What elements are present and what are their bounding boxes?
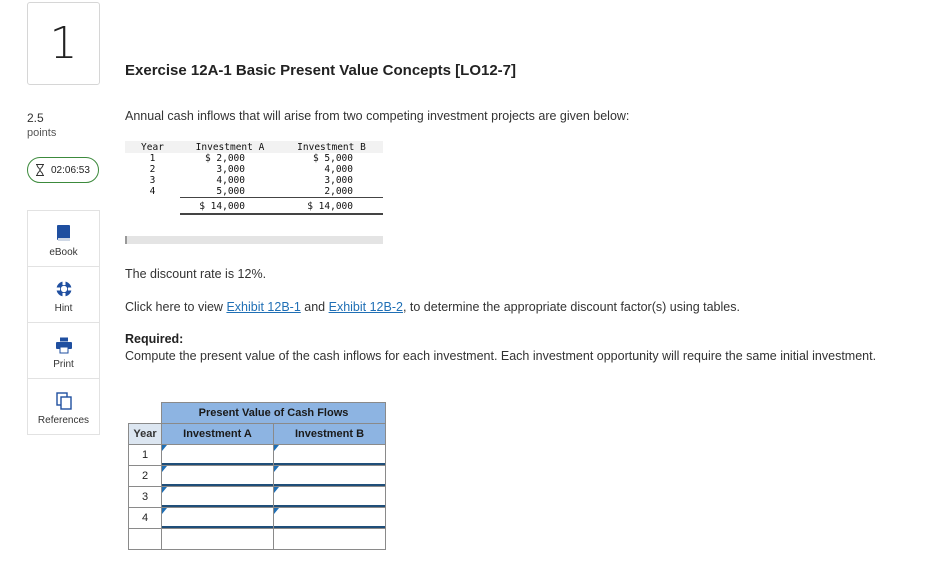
exhibit-12b2-link[interactable]: Exhibit 12B-2 [328, 300, 403, 314]
references-label: References [37, 415, 90, 426]
pv-b-year4-cell[interactable] [274, 508, 386, 529]
printer-icon [55, 337, 73, 354]
tool-panel [27, 210, 100, 435]
instruction-text: Click here to view [125, 300, 227, 314]
pv-b-year1-cell[interactable] [274, 445, 386, 466]
year-label: 1 [129, 445, 162, 466]
table-row [129, 529, 386, 550]
answer-table [128, 402, 386, 550]
total-b: $ 14,000 [280, 198, 383, 214]
table-cell: 4,000 [324, 164, 353, 175]
table-cell [125, 198, 180, 214]
table-row [129, 445, 386, 466]
book-icon [56, 224, 72, 242]
required-text: Compute the present value of the cash inflows for each investment. Each investment opportunity will require the same initial investment. [125, 349, 877, 363]
year-label: 2 [129, 466, 162, 487]
pv-b-year2-input[interactable] [274, 466, 385, 486]
timer[interactable] [27, 157, 99, 183]
discount-rate-text: The discount rate is 12%. [125, 267, 267, 281]
table-row [125, 186, 383, 198]
pv-b-year1-input[interactable] [274, 445, 385, 465]
pv-a-year4-input[interactable] [162, 508, 273, 528]
question-number: 1 [27, 2, 100, 85]
instruction-text: and [300, 300, 329, 314]
answer-header-a: Investment A [162, 424, 274, 445]
table-row [125, 164, 383, 175]
year-label: 4 [129, 508, 162, 529]
required-heading: Required: [125, 332, 184, 346]
pv-b-year2-cell[interactable] [274, 466, 386, 487]
given-header-a: Investment A [180, 141, 280, 153]
answer-header-year: Year [129, 424, 162, 445]
ebook-label: eBook [49, 247, 78, 258]
points-value: 2.5 [27, 111, 44, 125]
instruction-text: , to determine the appropriate discount factor(s) using tables. [402, 300, 740, 314]
table-row [129, 487, 386, 508]
pv-b-year3-input[interactable] [274, 487, 385, 507]
table-row [125, 153, 383, 164]
points-label: points [27, 127, 57, 139]
year-label: 3 [129, 487, 162, 508]
answer-caption: Present Value of Cash Flows [162, 403, 386, 424]
lifebuoy-icon [55, 280, 73, 298]
exhibit-12b1-link[interactable]: Exhibit 12B-1 [226, 300, 301, 314]
table-cell: 3 [149, 175, 156, 186]
pv-a-year3-cell[interactable] [162, 487, 274, 508]
empty-cell [162, 529, 274, 550]
ebook-button[interactable] [27, 211, 100, 267]
table-cell: 3,000 [324, 175, 353, 186]
print-button[interactable] [27, 323, 100, 379]
pv-b-year3-cell[interactable] [274, 487, 386, 508]
given-header-year: Year [125, 141, 180, 153]
table-row [129, 508, 386, 529]
timer-value: 02:06:53 [51, 164, 90, 176]
table-cell: 1 [149, 153, 156, 164]
hint-label: Hint [54, 303, 73, 314]
empty-cell [129, 529, 162, 550]
pv-a-year2-cell[interactable] [162, 466, 274, 487]
table-cell: 2 [149, 164, 156, 175]
intro-text: Annual cash inflows that will arise from two competing investment projects are given below: [125, 109, 630, 123]
references-button[interactable] [27, 379, 100, 435]
total-a: $ 14,000 [180, 198, 280, 214]
pv-b-year4-input[interactable] [274, 508, 385, 528]
hint-button[interactable] [27, 267, 100, 323]
pv-a-year1-input[interactable] [162, 445, 273, 465]
table-cell: 4 [149, 186, 156, 198]
table-row [129, 466, 386, 487]
table-scrollbar[interactable] [125, 236, 383, 244]
documents-icon [56, 392, 72, 410]
exhibit-instructions [125, 300, 740, 314]
pv-a-year3-input[interactable] [162, 487, 273, 507]
table-cell: 4,000 [216, 175, 245, 186]
table-cell: 3,000 [216, 164, 245, 175]
given-header-b: Investment B [280, 141, 383, 153]
table-cell: 2,000 [324, 186, 353, 197]
cash-inflows-table [125, 141, 383, 215]
pv-a-year4-cell[interactable] [162, 508, 274, 529]
pv-a-year1-cell[interactable] [162, 445, 274, 466]
answer-header-b: Investment B [274, 424, 386, 445]
table-cell: $ 5,000 [312, 153, 353, 164]
caption-spacer [129, 403, 162, 424]
print-label: Print [53, 359, 74, 370]
exercise-title: Exercise 12A-1 Basic Present Value Concepts [LO12-7] [125, 62, 517, 79]
table-cell: 5,000 [216, 186, 245, 197]
table-row [125, 175, 383, 186]
pv-a-year2-input[interactable] [162, 466, 273, 486]
empty-cell [274, 529, 386, 550]
table-cell: $ 2,000 [204, 153, 245, 164]
hourglass-icon [35, 164, 45, 176]
table-total-row [125, 198, 383, 214]
